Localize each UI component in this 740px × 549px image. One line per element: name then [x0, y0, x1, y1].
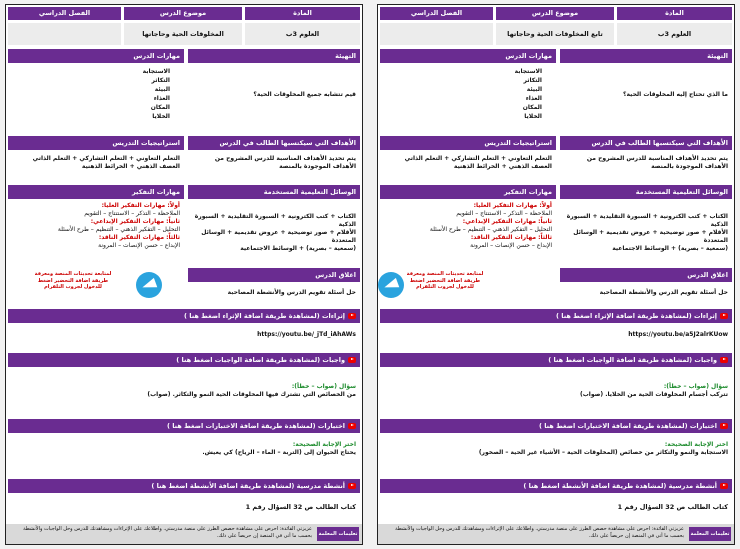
intro-label: التهيئة: [188, 49, 360, 63]
homework-question-type: سؤال (صواب – خطأ):: [663, 383, 728, 390]
strategies-line-1: التعلم التعاوني + التعلم التشاركي + التعلم الذاتي: [32, 155, 180, 162]
media-text: [560, 211, 732, 255]
media-line-2: الأقلام + صور توضيحية + عروض تقديمية + الوسائل المتعددة: [201, 229, 356, 244]
subject-header: المادة: [245, 7, 360, 20]
thinking-heading-3: ثالثاً: مهارات التفكير الناقد:: [470, 234, 552, 241]
homework-text: [380, 381, 732, 401]
skill-item: البيئة: [526, 86, 542, 93]
skill-item: المكان: [522, 104, 542, 111]
closing-label: اغلاق الدرس: [560, 268, 732, 282]
teacher-instructions-text: عزيزتي القائدة: احرص على مشاهدة حصص الطرز على منصة مدرستي. واطلاعك على الإثراءات ومشاهدتك للدرس وحل الواجبات والأنشطة بحسب ما أتى في المنصة إن حريصاً على ذلك.: [23, 526, 312, 539]
goals-label: الأهداف التي سيكتسبها الطالب في الدرس: [188, 136, 360, 150]
intro-text: ما الذي تحتاج إليه المخلوقات الحية؟: [623, 91, 728, 98]
skills-list: [396, 65, 546, 123]
homework-label-text: واجبات (لمشاهدة طريقة اضافة الواجبات اضغط هنا ): [548, 356, 717, 364]
youtube-icon[interactable]: [348, 357, 356, 363]
thinking-line-2: التحليل – التفكير الذهني – التنظيم – طرح الأسئلة: [429, 226, 552, 233]
youtube-icon[interactable]: [720, 423, 728, 429]
topic-header: موضوع الدرس: [124, 7, 242, 20]
skill-item: الخلايا: [152, 113, 170, 120]
strategies-label: استراتيجيات التدريس: [8, 136, 184, 150]
skill-item: الخلايا: [524, 113, 542, 120]
activities-label-text: أنشطة مدرسية (لمشاهدة طريقة اضافة الأنشطة اضغط هنا ): [151, 482, 345, 490]
teacher-instructions-text: عزيزتي القائدة: احرص على مشاهدة حصص الطرز على منصة مدرستي. واطلاعك على الإثراءات ومشاهدتك للدرس وحل الواجبات والأنشطة بحسب ما أتى في المنصة إن حريصاً على ذلك.: [395, 526, 684, 539]
tests-label-text: اختبارات (لمشاهدة طريقة اضافة الاختبارات اضغط هنا ): [538, 422, 717, 430]
teacher-instructions-tag: تعليمات المعلمة: [689, 527, 731, 541]
skill-item: الغذاء: [153, 95, 170, 102]
term-value: [380, 23, 493, 45]
test-question: الاستجابة والنمو والتكاثر من خصائص (المخلوقات الحية – الأشياء غير الحية – الصخور): [478, 449, 728, 456]
thinking-line-3: الإبداع – حسن الإنصات – المرونة: [470, 242, 552, 249]
topic-value: المخلوقات الحية وحاجاتها: [124, 23, 242, 45]
thinking-heading-2: ثانياً: مهارات التفكير الإبداعي:: [462, 218, 552, 225]
subject-header: المادة: [617, 7, 732, 20]
homework-text: [8, 381, 360, 401]
enrichment-label[interactable]: [8, 309, 360, 323]
enrichment-label[interactable]: [380, 309, 732, 323]
intro-label: التهيئة: [560, 49, 732, 63]
telegram-link-text[interactable]: لمتابعة تحديثات المنصة ومعرفة طريقة اضافة التحضير اضغط للدخول لجروب التلقرام: [34, 271, 112, 290]
media-line-2: الأقلام + صور توضيحية + عروض تقديمية + الوسائل المتعددة: [573, 229, 728, 244]
tests-label-text: اختبارات (لمشاهدة طريقة اضافة الاختبارات اضغط هنا ): [166, 422, 345, 430]
activity-text: كتاب الطالب ص 32 السؤال رقم 1: [617, 503, 728, 511]
activities-label[interactable]: [8, 479, 360, 493]
activity-text: كتاب الطالب ص 32 السؤال رقم 1: [245, 503, 356, 511]
media-line-3: (سمعية – بصرية) + الوسائط الاجتماعية: [240, 245, 356, 252]
thinking-text: [380, 200, 556, 252]
strategies-label: استراتيجيات التدريس: [380, 136, 556, 150]
skill-item: المكان: [150, 104, 170, 111]
skill-item: الاستجابة: [142, 68, 170, 75]
teacher-instructions: [6, 524, 362, 544]
teacher-instructions: [378, 524, 734, 544]
youtube-icon[interactable]: [348, 313, 356, 319]
thinking-heading-3: ثالثاً: مهارات التفكير الناقد:: [98, 234, 180, 241]
closing-text: حل أسئلة تقويم الدرس والأنشطة المصاحبة: [599, 289, 728, 296]
strategies-line-2: العصف الذهني + الخرائط الذهنية: [453, 163, 552, 170]
skills-list: [24, 65, 174, 123]
telegram-icon[interactable]: [378, 272, 404, 298]
term-value: [8, 23, 121, 45]
strategies-text: [8, 153, 184, 173]
thinking-heading-1: أولاً: مهارات التفكير العليا:: [473, 202, 552, 209]
test-question-type: اختر الإجابة الصحيحة:: [664, 441, 728, 448]
skill-item: التكاثر: [523, 77, 542, 84]
youtube-icon[interactable]: [348, 423, 356, 429]
youtube-icon[interactable]: [348, 483, 356, 489]
thinking-heading-2: ثانياً: مهارات التفكير الإبداعي:: [90, 218, 180, 225]
thinking-label: مهارات التفكير: [8, 185, 184, 199]
thinking-line-1: الملاحظة – التذكر – الاستنتاج – التقويم: [84, 210, 180, 217]
test-question-type: اختر الإجابة الصحيحة:: [292, 441, 356, 448]
teacher-instructions-tag: تعليمات المعلمة: [317, 527, 359, 541]
term-header: الفصل الدراسي: [380, 7, 493, 20]
goals-label: الأهداف التي سيكتسبها الطالب في الدرس: [560, 136, 732, 150]
homework-label[interactable]: [380, 353, 732, 367]
youtube-icon[interactable]: [720, 483, 728, 489]
skill-item: الغذاء: [525, 95, 542, 102]
thinking-label: مهارات التفكير: [380, 185, 556, 199]
media-label: الوسائل التعليمية المستخدمة: [560, 185, 732, 199]
media-label: الوسائل التعليمية المستخدمة: [188, 185, 360, 199]
subject-value: العلوم 3ب: [245, 23, 360, 45]
media-text: [188, 211, 360, 255]
goals-text: يتم تحديد الأهداف المناسبة للدرس المشروح من الأهداف الموجودة بالمنصة: [586, 155, 728, 170]
youtube-icon[interactable]: [720, 313, 728, 319]
activities-label[interactable]: [380, 479, 732, 493]
term-header: الفصل الدراسي: [8, 7, 121, 20]
skill-item: الاستجابة: [514, 68, 542, 75]
telegram-icon[interactable]: [136, 272, 162, 298]
youtube-icon[interactable]: [720, 357, 728, 363]
topic-value: تابع المخلوقات الحية وحاجاتها: [496, 23, 614, 45]
closing-text: حل أسئلة تقويم الدرس والأنشطة المصاحبة: [227, 289, 356, 296]
media-line-3: (سمعية – بصرية) + الوسائط الاجتماعية: [612, 245, 728, 252]
lesson-plan-page-right: [377, 4, 735, 545]
media-line-1: الكتاب + كتب الكترونية + السبورة التقليدية + السبورة الذكية: [194, 213, 356, 228]
homework-question: من الخصائص التي تشترك فيها المخلوقات الحية النمو والتكاثر. (صواب): [147, 391, 356, 398]
telegram-link-text[interactable]: لمتابعة تحديثات المنصة ومعرفة طريقة اضافة التحضير اضغط للدخول لجروب التلقرام: [406, 271, 484, 290]
test-question: يحتاج الحيوان إلى (التربة – الماء – الرياح) كي يعيش.: [202, 449, 356, 456]
subject-value: العلوم 3ب: [617, 23, 732, 45]
topic-header: موضوع الدرس: [496, 7, 614, 20]
homework-label[interactable]: [8, 353, 360, 367]
thinking-text: [8, 200, 184, 252]
activities-label-text: أنشطة مدرسية (لمشاهدة طريقة اضافة الأنشطة اضغط هنا ): [523, 482, 717, 490]
intro-text: قيم تتشابه جميع المخلوقات الحية؟: [253, 91, 356, 98]
thinking-line-2: التحليل – التفكير الذهني – التنظيم – طرح الأسئلة: [57, 226, 180, 233]
enrichment-link[interactable]: https://youtu.be/a5J2alrKUow: [628, 331, 728, 338]
thinking-line-1: الملاحظة – التذكر – الاستنتاج – التقويم: [456, 210, 552, 217]
strategies-line-2: العصف الذهني + الخرائط الذهنية: [81, 163, 180, 170]
tests-label[interactable]: [8, 419, 360, 433]
strategies-line-1: التعلم التعاوني + التعلم التشاركي + التعلم الذاتي: [404, 155, 552, 162]
enrichment-link[interactable]: https://youtu.be/_jTd_iAhAWs: [257, 331, 356, 338]
skill-item: التكاثر: [151, 77, 170, 84]
tests-text: [380, 439, 732, 459]
homework-label-text: واجبات (لمشاهدة طريقة اضافة الواجبات اضغط هنا ): [176, 356, 345, 364]
skills-label: مهارات الدرس: [8, 49, 184, 63]
media-line-1: الكتاب + كتب الكترونية + السبورة التقليدية + السبورة الذكية: [566, 213, 728, 228]
tests-label[interactable]: [380, 419, 732, 433]
skill-item: البيئة: [154, 86, 170, 93]
thinking-heading-1: أولاً: مهارات التفكير العليا:: [101, 202, 180, 209]
closing-label: اغلاق الدرس: [188, 268, 360, 282]
homework-question: تتركب أجسام المخلوقات الحية من الخلايا. (صواب): [580, 391, 728, 398]
enrichment-label-text: إثراءات (لمشاهدة طريقة اضافة الإثراء اضغط هنا ): [184, 312, 345, 320]
tests-text: [8, 439, 360, 459]
thinking-line-3: الإبداع – حسن الإنصات – المرونة: [98, 242, 180, 249]
strategies-text: [380, 153, 556, 173]
skills-label: مهارات الدرس: [380, 49, 556, 63]
lesson-plan-page-left: [5, 4, 363, 545]
goals-text: يتم تحديد الأهداف المناسبة للدرس المشروح من الأهداف الموجودة بالمنصة: [214, 155, 356, 170]
homework-question-type: سؤال (صواب – خطأ):: [291, 383, 356, 390]
enrichment-label-text: إثراءات (لمشاهدة طريقة اضافة الإثراء اضغط هنا ): [556, 312, 717, 320]
